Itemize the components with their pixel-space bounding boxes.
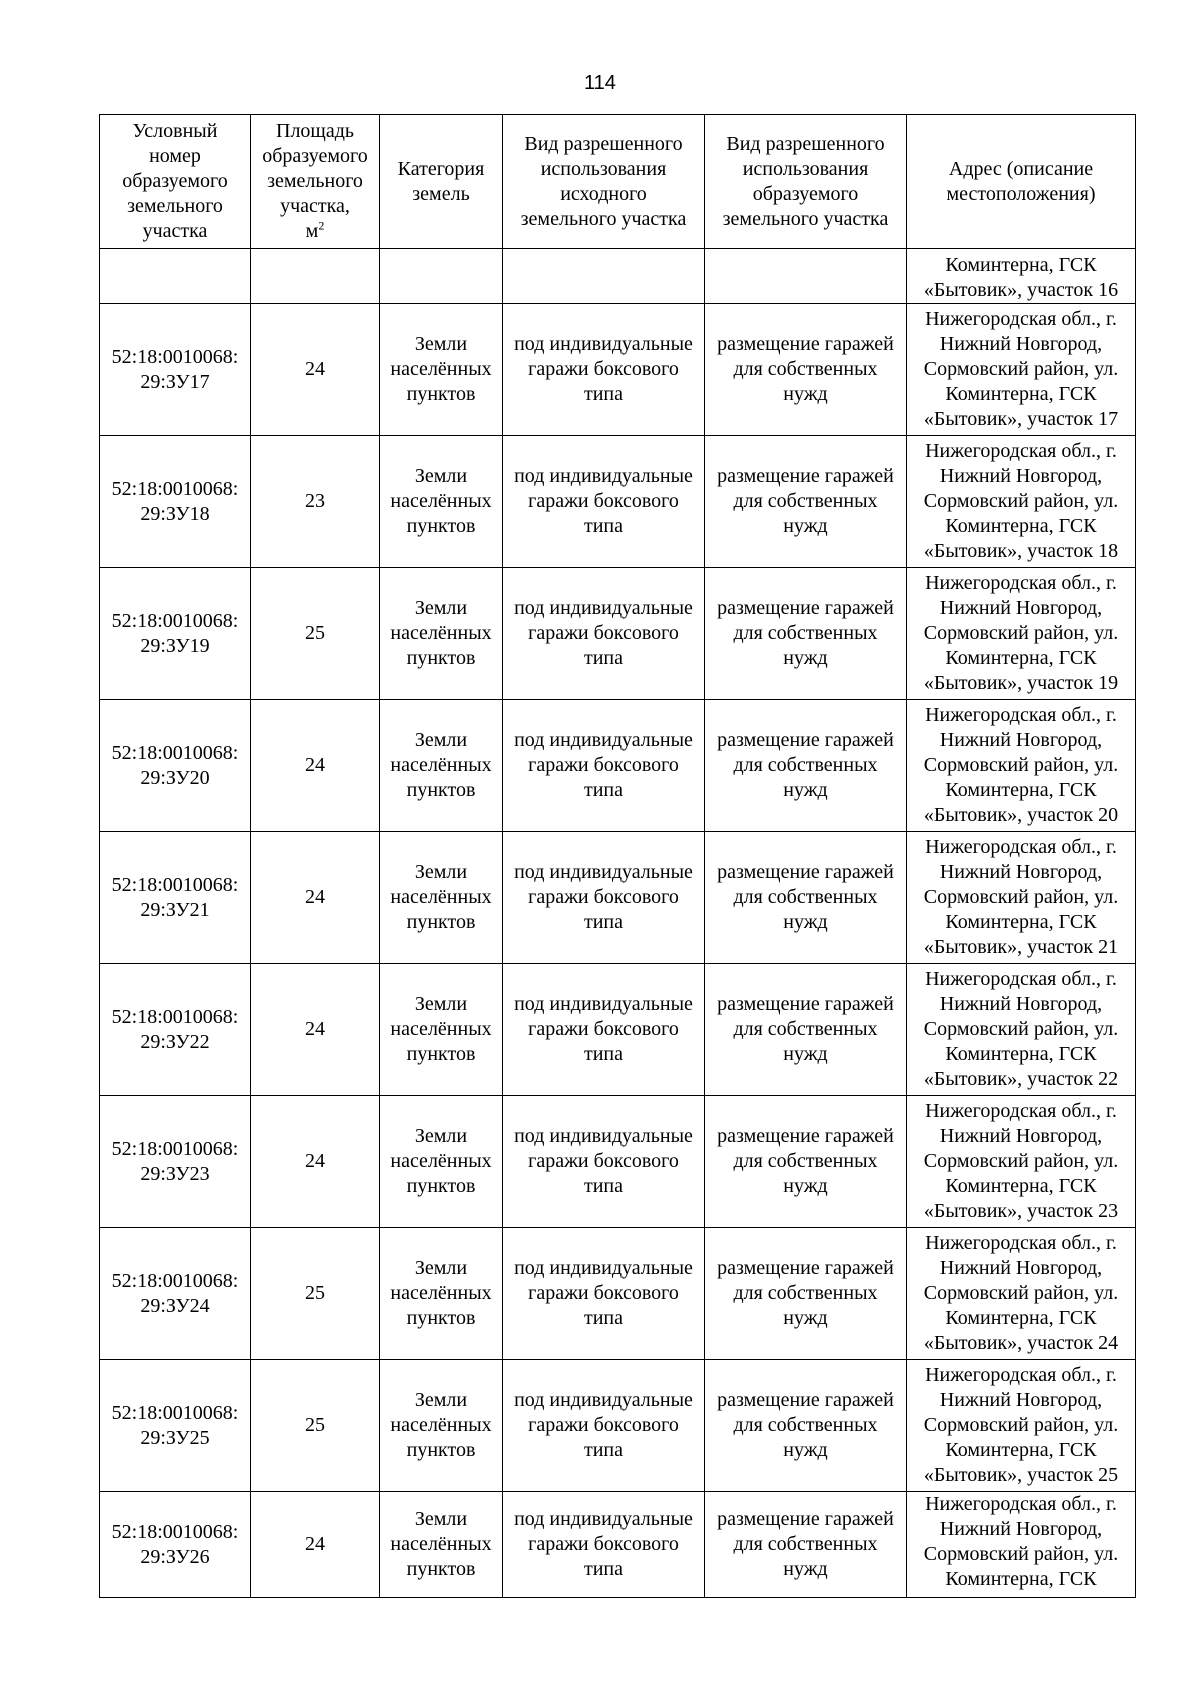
page-number: 114	[584, 72, 616, 94]
plot-area-cell: 24	[251, 1096, 380, 1228]
use-source-cell: под индивидуальные гаражи боксового типа	[503, 304, 705, 436]
table-body	[100, 249, 1136, 1598]
plot-number-cell: 52:18:0010068: 29:ЗУ21	[100, 832, 251, 964]
land-category-cell: Земли населённых пунктов	[380, 700, 503, 832]
plot-number-cell: 52:18:0010068: 29:ЗУ17	[100, 304, 251, 436]
land-plots-table	[99, 114, 1136, 1598]
table-row	[100, 1360, 1136, 1492]
table-cell-empty	[100, 249, 251, 304]
table-cell-empty	[503, 249, 705, 304]
use-source-cell: под индивидуальные гаражи боксового типа	[503, 436, 705, 568]
use-source-cell: под индивидуальные гаражи боксового типа	[503, 1096, 705, 1228]
plot-number-cell: 52:18:0010068: 29:ЗУ23	[100, 1096, 251, 1228]
header-use-source: Вид разрешенного использования исходного земельного участка	[503, 115, 705, 249]
use-formed-cell: размещение гаражей для собственных нужд	[705, 1492, 907, 1598]
address-cell: Нижегородская обл., г. Нижний Новгород, Сормовский район, ул. Коминтерна, ГСК «Бытовик», участок 22	[907, 964, 1136, 1096]
plot-area-cell: 25	[251, 568, 380, 700]
table-cell-empty	[705, 249, 907, 304]
table-row	[100, 1096, 1136, 1228]
table-header	[100, 115, 1136, 249]
header-use-formed: Вид разрешенного использования образуемого земельного участка	[705, 115, 907, 249]
land-category-cell: Земли населённых пунктов	[380, 1492, 503, 1598]
plot-area-cell: 23	[251, 436, 380, 568]
table-row	[100, 1228, 1136, 1360]
plot-number-cell: 52:18:0010068: 29:ЗУ20	[100, 700, 251, 832]
use-formed-cell: размещение гаражей для собственных нужд	[705, 1228, 907, 1360]
land-category-cell: Земли населённых пунктов	[380, 1096, 503, 1228]
use-formed-cell: размещение гаражей для собственных нужд	[705, 1360, 907, 1492]
use-source-cell: под индивидуальные гаражи боксового типа	[503, 1360, 705, 1492]
table-row	[100, 304, 1136, 436]
land-category-cell: Земли населённых пунктов	[380, 1228, 503, 1360]
use-source-cell: под индивидуальные гаражи боксового типа	[503, 964, 705, 1096]
land-category-cell: Земли населённых пунктов	[380, 964, 503, 1096]
header-plot-area	[251, 115, 380, 249]
address-cell: Нижегородская обл., г. Нижний Новгород, Сормовский район, ул. Коминтерна, ГСК «Бытовик», участок 18	[907, 436, 1136, 568]
plot-area-cell: 24	[251, 700, 380, 832]
use-formed-cell: размещение гаражей для собственных нужд	[705, 700, 907, 832]
address-cell: Нижегородская обл., г. Нижний Новгород, Сормовский район, ул. Коминтерна, ГСК «Бытовик», участок 17	[907, 304, 1136, 436]
table-cell-empty	[380, 249, 503, 304]
use-formed-cell: размещение гаражей для собственных нужд	[705, 964, 907, 1096]
header-row	[100, 115, 1136, 249]
plot-area-cell: 25	[251, 1228, 380, 1360]
plot-area-cell: 24	[251, 304, 380, 436]
address-cell: Нижегородская обл., г. Нижний Новгород, Сормовский район, ул. Коминтерна, ГСК «Бытовик», участок 21	[907, 832, 1136, 964]
use-formed-cell: размещение гаражей для собственных нужд	[705, 436, 907, 568]
table-row	[100, 1492, 1136, 1598]
plot-area-cell: 24	[251, 1492, 380, 1598]
table-cell-empty	[251, 249, 380, 304]
plot-area-cell: 25	[251, 1360, 380, 1492]
use-source-cell: под индивидуальные гаражи боксового типа	[503, 700, 705, 832]
plot-number-cell: 52:18:0010068: 29:ЗУ22	[100, 964, 251, 1096]
plot-number-cell: 52:18:0010068: 29:ЗУ19	[100, 568, 251, 700]
plot-number-cell: 52:18:0010068: 29:ЗУ18	[100, 436, 251, 568]
land-category-cell: Земли населённых пунктов	[380, 1360, 503, 1492]
header-area-unit-sup: 2	[318, 218, 325, 233]
header-plot-area-text: Площадь образуемого земельного участка, м	[262, 120, 368, 242]
table-row	[100, 568, 1136, 700]
use-source-cell: под индивидуальные гаражи боксового типа	[503, 1492, 705, 1598]
address-cell: Нижегородская обл., г. Нижний Новгород, Сормовский район, ул. Коминтерна, ГСК «Бытовик», участок 25	[907, 1360, 1136, 1492]
address-cell: Нижегородская обл., г. Нижний Новгород, Сормовский район, ул. Коминтерна, ГСК	[907, 1492, 1136, 1598]
plot-area-cell: 24	[251, 964, 380, 1096]
table-row	[100, 964, 1136, 1096]
use-formed-cell: размещение гаражей для собственных нужд	[705, 832, 907, 964]
plot-number-cell: 52:18:0010068: 29:ЗУ25	[100, 1360, 251, 1492]
land-category-cell: Земли населённых пунктов	[380, 304, 503, 436]
use-source-cell: под индивидуальные гаражи боксового типа	[503, 832, 705, 964]
address-cell: Нижегородская обл., г. Нижний Новгород, Сормовский район, ул. Коминтерна, ГСК «Бытовик», участок 20	[907, 700, 1136, 832]
address-cell: Нижегородская обл., г. Нижний Новгород, Сормовский район, ул. Коминтерна, ГСК «Бытовик», участок 23	[907, 1096, 1136, 1228]
use-source-cell: под индивидуальные гаражи боксового типа	[503, 1228, 705, 1360]
table-row	[100, 700, 1136, 832]
header-address: Адрес (описание местоположения)	[907, 115, 1136, 249]
land-category-cell: Земли населённых пунктов	[380, 832, 503, 964]
header-land-category: Категория земель	[380, 115, 503, 249]
land-category-cell: Земли населённых пунктов	[380, 436, 503, 568]
land-category-cell: Земли населённых пунктов	[380, 568, 503, 700]
plot-number-cell: 52:18:0010068: 29:ЗУ26	[100, 1492, 251, 1598]
table-row	[100, 832, 1136, 964]
use-formed-cell: размещение гаражей для собственных нужд	[705, 1096, 907, 1228]
plot-number-cell: 52:18:0010068: 29:ЗУ24	[100, 1228, 251, 1360]
use-source-cell: под индивидуальные гаражи боксового типа	[503, 568, 705, 700]
address-cell: Нижегородская обл., г. Нижний Новгород, Сормовский район, ул. Коминтерна, ГСК «Бытовик», участок 19	[907, 568, 1136, 700]
continuation-row	[100, 249, 1136, 304]
table-row	[100, 436, 1136, 568]
continuation-address: Коминтерна, ГСК «Бытовик», участок 16	[907, 249, 1136, 304]
plot-area-cell: 24	[251, 832, 380, 964]
use-formed-cell: размещение гаражей для собственных нужд	[705, 304, 907, 436]
use-formed-cell: размещение гаражей для собственных нужд	[705, 568, 907, 700]
address-cell: Нижегородская обл., г. Нижний Новгород, Сормовский район, ул. Коминтерна, ГСК «Бытовик», участок 24	[907, 1228, 1136, 1360]
header-plot-number: Условный номер образуемого земельного участка	[100, 115, 251, 249]
